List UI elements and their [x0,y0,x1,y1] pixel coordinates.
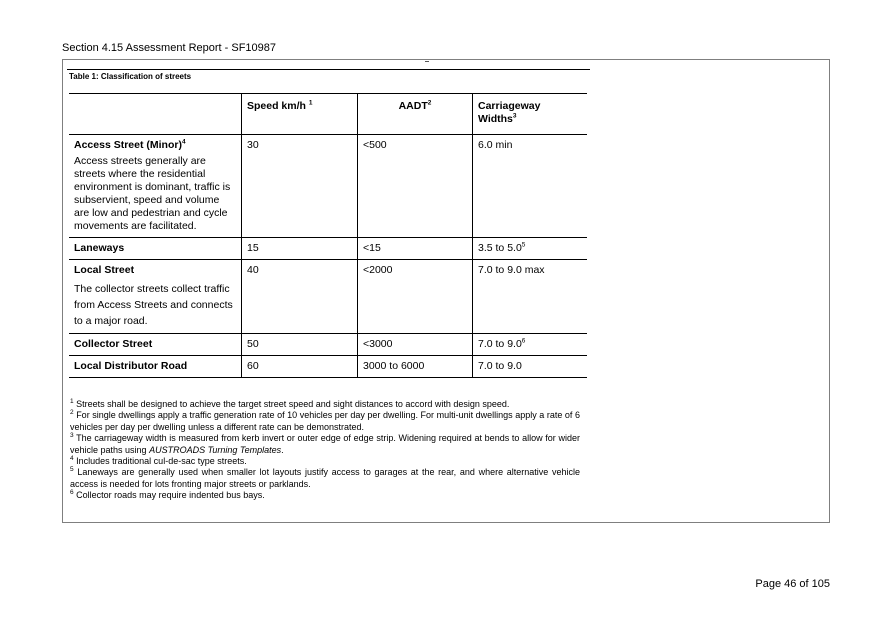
table-footnotes [70,399,580,502]
street-type-cell: Local Distributor Road [69,356,242,378]
table-row [69,238,587,260]
footnote: $^3$ The carriageway width is measured from kerb invert or outer edge of edge strip. Widening required at bends to allow for wider vehicle paths using AUSTROADS Turning Templates. [70,432,581,455]
street-type-cell: Collector Street [69,334,242,356]
street-type-cell: Access Street (Minor)$^4$ Access streets generally are streets where the residential environment is dominant, traffic is subservient, speed and volume are low and pedestrian and cycle movements are facilitated. [69,135,242,238]
aadt-cell: 3000 to 6000 [358,356,473,378]
section-header: Section 4.15 Assessment Report - SF10987 [62,42,277,54]
footnote: $^2$ For single dwellings apply a traffic generation rate of 10 vehicles per day per dwelling. For multi-unit dwellings apply a rate of 6 vehicles per day per dwelling unless a different rate can be demonstrated. [70,409,580,432]
aadt-cell: <2000 [358,260,473,334]
table-row [69,356,587,378]
street-type-cell: Local Street The collector streets collect traffic from Access Streets and connects to a major road. [69,260,242,334]
footnote: $^1$ Streets shall be designed to achieve the target street speed and sight distances to accord with design speed. [70,398,510,409]
streets-table [69,93,587,378]
width-cell: 3.5 to $5.0^5$ [473,238,588,260]
speed-cell: 50 [242,334,358,356]
dash-mark [425,61,429,62]
speed-cell: 15 [242,238,358,260]
table-header-row [69,94,587,135]
aadt-cell: <3000 [358,334,473,356]
width-cell: 6.0 min [473,135,588,238]
header-street-type [69,94,242,135]
footnote: $^6$ Collector roads may require indented bus bays. [70,489,265,501]
speed-cell: 30 [242,135,358,238]
table-row [69,334,587,356]
header-aadt: AADT$^2$ [358,94,473,135]
street-type-cell: Laneways [69,238,242,260]
caption-rule [67,69,590,70]
page-number: Page 46 of 105 [755,578,830,590]
table-caption: Table 1: Classification of streets [69,72,192,81]
table-row [69,135,587,238]
aadt-cell: <500 [358,135,473,238]
aadt-cell: <15 [358,238,473,260]
speed-cell: 60 [242,356,358,378]
speed-cell: 40 [242,260,358,334]
header-carriageway-widths: Carriageway Widths$^3$ [473,94,588,135]
width-cell: 7.0 to 9.0 max [473,260,588,334]
width-cell: 7.0 to $9.0^6$ [473,334,588,356]
width-cell: 7.0 to 9.0 [473,356,588,378]
footnote: $^4$ Includes traditional cul-de-sac type streets. [70,455,247,467]
footnote: $^5$ Laneways are generally used when smaller lot layouts justify access to garages at the rear, and where alternative vehicle access is needed for lots fronting major streets or parklands. [70,466,580,489]
header-speed: Speed km/h $^1$ [242,94,358,135]
table-row [69,260,587,334]
